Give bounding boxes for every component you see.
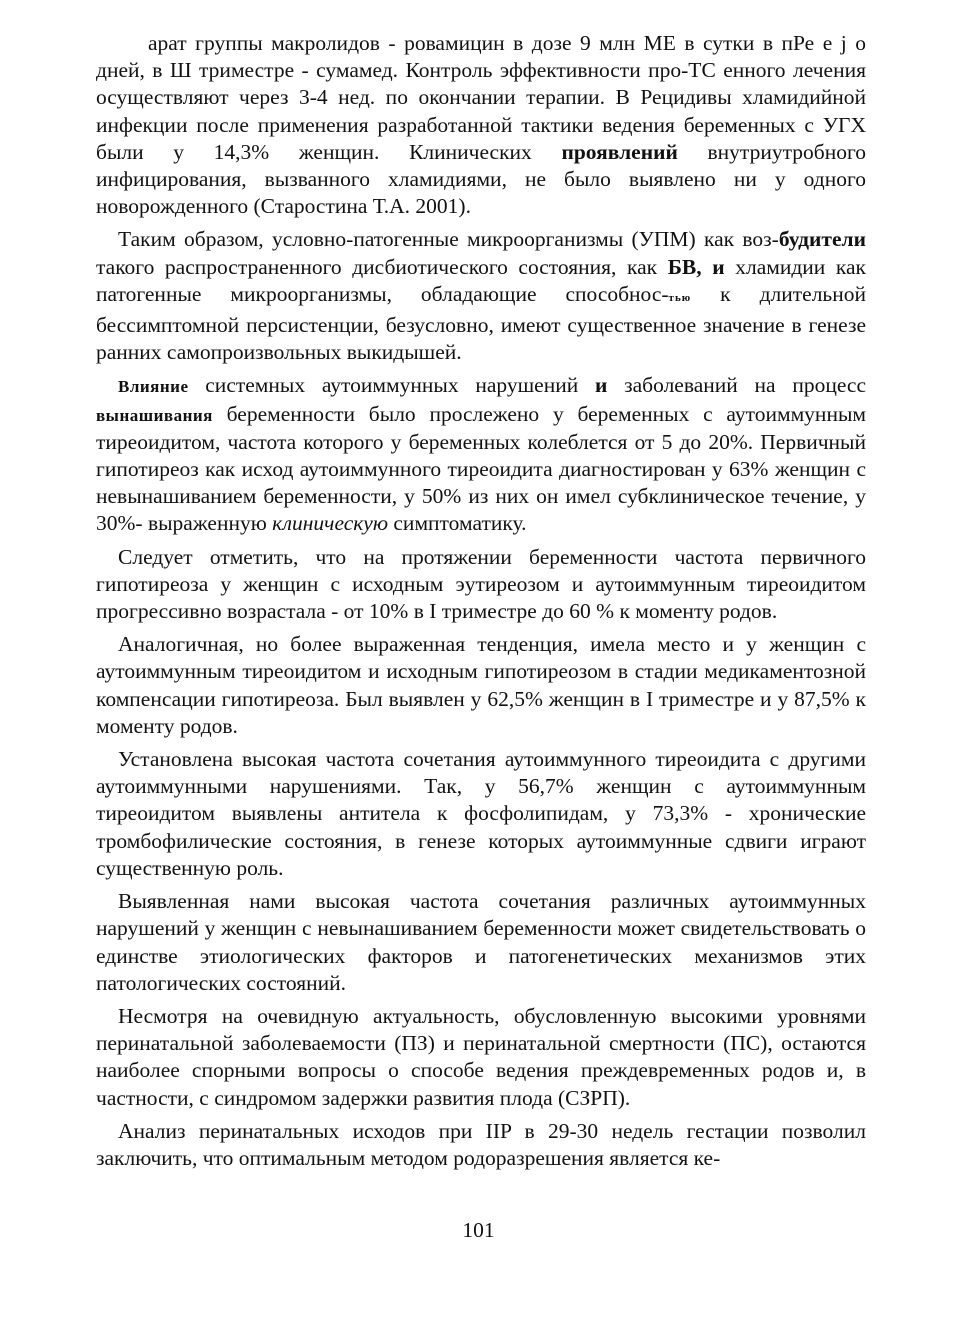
text-run: вынашивания [96, 405, 213, 425]
text-run: Анализ перинатальных исходов при IIP в 29-30 недель гестации позволил заключить, что оптимальным методом родоразрешения является ке- [96, 1118, 866, 1170]
paragraph-5 [96, 631, 866, 740]
text-run: к длительной бессимптомной персистенции, безусловно, имеют существенное значение в генезе ранних самопроизвольных выкидышей. [96, 281, 866, 365]
text-run: арат группы макролидов - ровамицин в дозе 9 млн МЕ в сутки в пРе е j о дней, в Ш триместре - сумамед. Контроль эффективности про-ТС енного лечения осуществляют через 3-4 нед. по окончании терапии. В Рецидивы хламидийной инфекции после применения разработанной тактики ведения беременных с УГХ были у 14,3% женщин. Клинических [96, 31, 866, 164]
paragraph-6 [96, 746, 866, 882]
text-run: заболеваний на процесс [607, 373, 866, 398]
page-number: 101 [462, 1218, 495, 1242]
text-run: и [712, 254, 725, 279]
text-run: Установлена высокая частота сочетания аутоиммунного тиреоидита с другими аутоиммунными нарушениями. Так, у 56,7% женщин с аутоиммунным тиреоидитом выявлены антитела к фосфолипидам, у 73,3% - хронические тромбофилические состояния, в генезе которых аутоиммунные сдвиги играют существенную роль. [96, 747, 866, 880]
paragraph-7 [96, 888, 866, 997]
text-run: симптоматику. [388, 511, 527, 536]
paragraph-1 [96, 30, 866, 220]
text-run: Влияние [118, 377, 189, 397]
text-run: и [594, 373, 608, 398]
paragraph-9 [96, 1118, 866, 1172]
text-run: клиническую [272, 511, 389, 536]
text-run: такого распространенного дисбиотического состояния, как [96, 254, 668, 279]
text-run: Таким образом, условно-патогенные микроорганизмы (УПМ) как воз- [118, 227, 779, 252]
paragraph-8 [96, 1003, 866, 1112]
text-run [702, 255, 713, 279]
text-run: Аналогичная, но более выраженная тенденция, имела место и у женщин с аутоиммунным тиреоидитом и исходным гипотиреозом в стадии медикаментозной компенсации гипотиреоза. Был выявлен у 62,5% женщин в I триместре и у 87,5% к моменту родов. [96, 632, 866, 738]
text-run: Выявленная нами высокая частота сочетания различных аутоиммунных нарушений у женщин с невынашиванием беременности может свидетельствовать о единстве этиологических факторов и патогенетических механизмов этих патологических состояний. [96, 889, 866, 995]
paragraph-4 [96, 544, 866, 626]
text-run: будители [778, 227, 866, 252]
paragraph-3 [96, 372, 866, 537]
text-run: внутриутробного инфицирования, вызванного хламидиями, не было выявлено ни у одного новорожденного (Старостина Т.А. 2001). [96, 139, 866, 219]
text-run: беременности было прослежено у беременных с аутоиммунным тиреоидитом, частота которого у беременных колеблется от 5 до 20%. Первичный гипотиреоз как исход аутоиммунного тиреоидита диагностирован у 63% женщин с невынашиванием беременности, у 50% из них он имел субклиническое течение, у 30%- выраженную [96, 401, 866, 536]
paragraph-2 [96, 226, 866, 366]
text-run: системных аутоиммунных нарушений [188, 373, 595, 398]
text-run: хламидии как патогенные микроорганизмы, обладающие способнос- [96, 254, 866, 306]
text-run: Следует отметить, что на протяжении беременности частота первичного гипотиреоза у женщин с исходным эутиреозом и аутоиммунным тиреоидитом прогрессивно возрастала - от 10% в I триместре до 60 % к моменту родов. [96, 544, 866, 624]
text-run: Несмотря на очевидную актуальность, обусловленную высокими уровнями перинатальной заболеваемости (ПЗ) и перинатальной смертности (ПС), остаются наиболее спорными вопросы о способе ведения преждевременных родов и, в частности, с синдромом задержки развития плода (СЗРП). [96, 1003, 866, 1110]
text-run: БВ, [667, 254, 702, 279]
text-run: проявлений [561, 139, 678, 164]
text-run: тью [668, 291, 692, 304]
page-body [96, 30, 866, 1178]
